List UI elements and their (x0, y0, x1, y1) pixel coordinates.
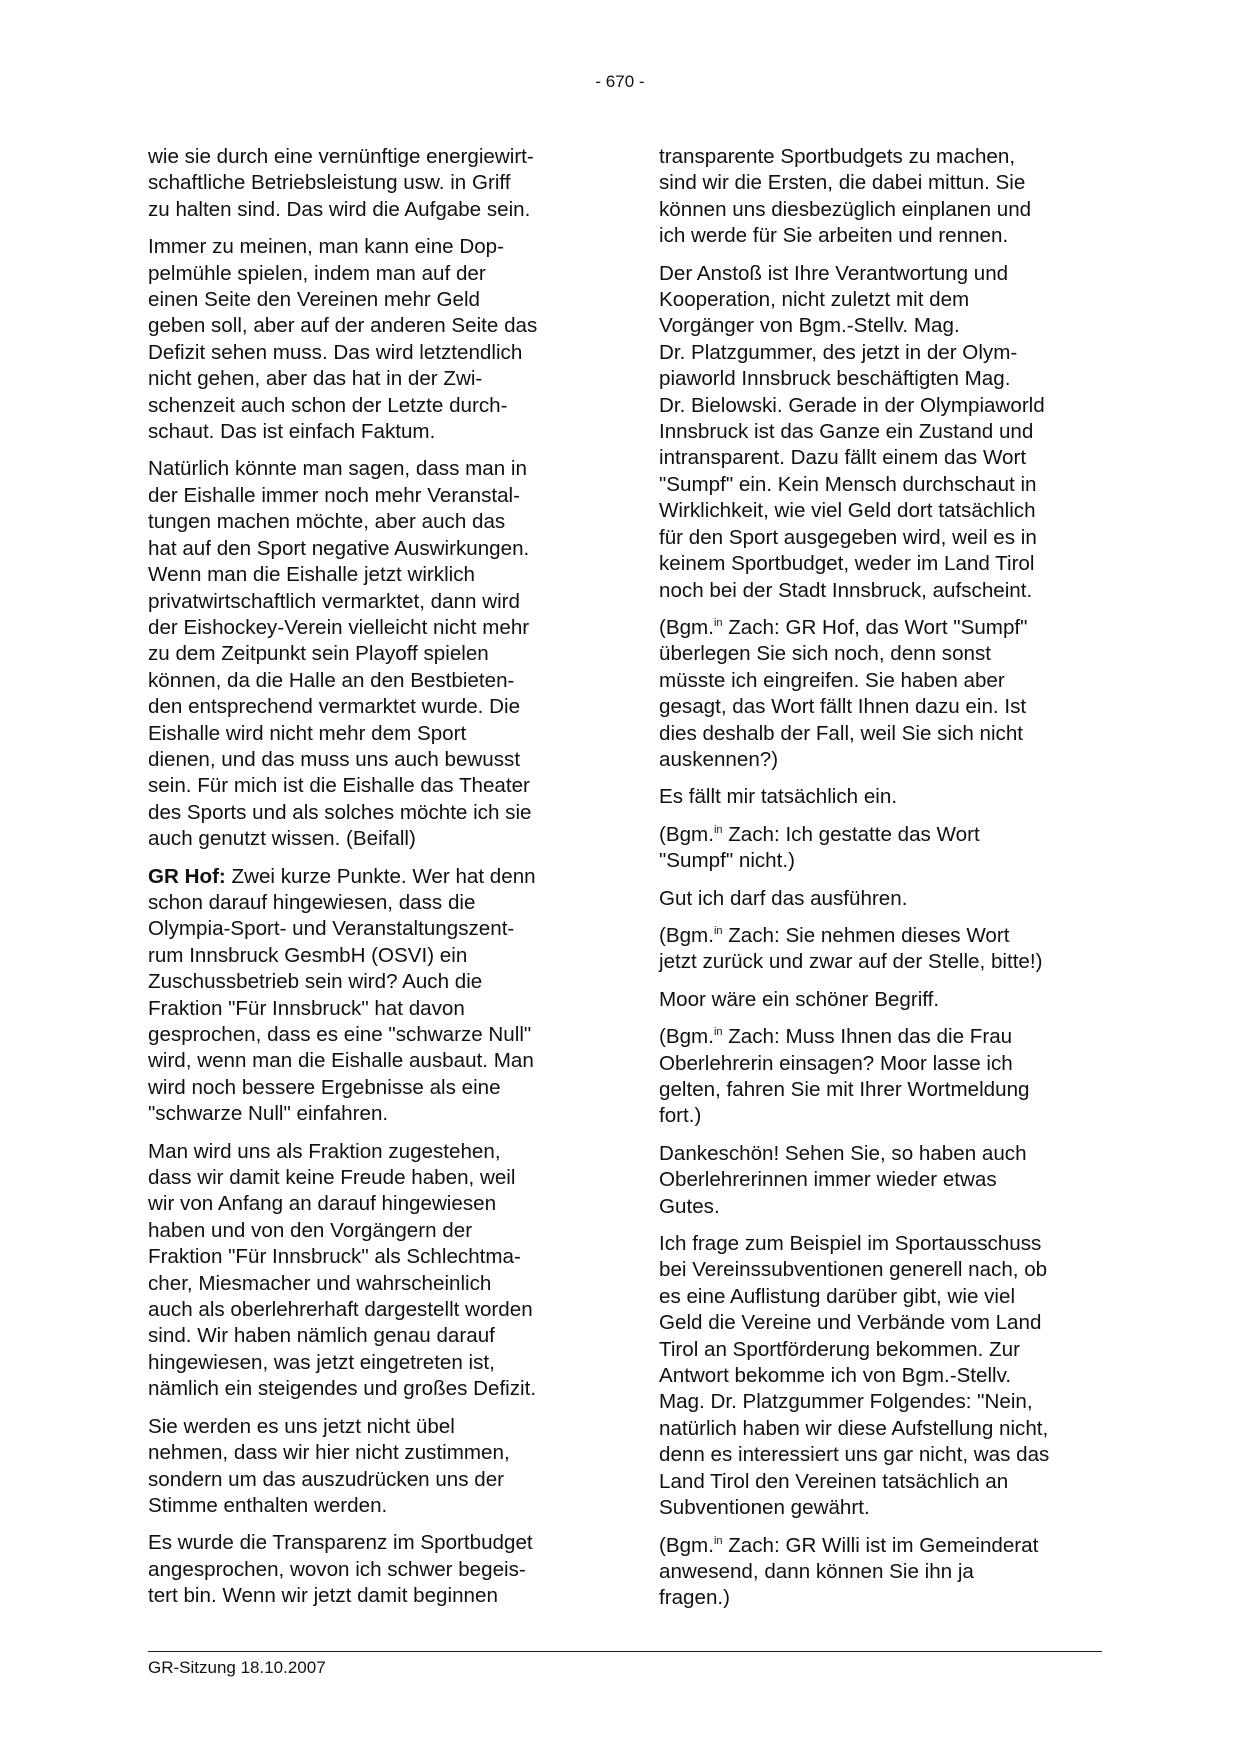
text-line: Wirklichkeit, wie viel Geld dort tatsächlich (659, 499, 1036, 523)
text-line: Natürlich könnte man sagen, dass man in (148, 457, 527, 481)
text-line: auch genutzt wissen. (Beifall) (148, 827, 416, 851)
paragraph (148, 1139, 593, 1403)
text-line: Ich frage zum Beispiel im Sportausschuss (659, 1232, 1042, 1256)
text-line: Fraktion "Für Innsbruck" als Schlechtma- (148, 1245, 521, 1269)
text-line: ich werde für Sie arbeiten und rennen. (659, 224, 1009, 248)
mayor-prefix: (Bgm. (659, 1025, 714, 1049)
text-fragment: Zach: GR Hof, das Wort "Sumpf" (722, 615, 1028, 639)
text-line: schaut. Das ist einfach Faktum. (148, 420, 436, 444)
paragraph (659, 886, 1114, 912)
text-line: keinem Sportbudget, weder im Land Tirol (659, 552, 1035, 576)
speaker-name: GR Hof: (148, 864, 226, 888)
paragraph (659, 987, 1114, 1013)
text-line: wie sie durch eine vernünftige energiewirt- (148, 145, 534, 168)
paragraph (659, 1024, 1114, 1130)
mayor-prefix: (Bgm. (659, 822, 714, 846)
paragraph (659, 1141, 1114, 1220)
text-line: Man wird uns als Fraktion zugestehen, (148, 1139, 501, 1163)
text-fragment: Zach: Ich gestatte das Wort (722, 822, 980, 846)
text-line: Es fällt mir tatsächlich ein. (659, 785, 898, 809)
text-line: können, da die Halle an den Bestbieten- (148, 668, 515, 692)
text-line: fort.) (659, 1104, 702, 1128)
mayor-prefix: (Bgm. (659, 1533, 714, 1557)
text-line: Defizit sehen muss. Das wird letztendlich (148, 340, 523, 364)
text-line: Dr. Platzgummer, des jetzt in der Olym- (659, 340, 1018, 364)
text-line: schaftliche Betriebsleistung usw. in Griff (148, 171, 511, 195)
text-line: Antwort bekomme ich von Bgm.-Stellv. (659, 1364, 1012, 1388)
text-line: für den Sport ausgegeben wird, weil es in (659, 525, 1037, 549)
text-fragment: Zach: Sie nehmen dieses Wort (722, 923, 1010, 947)
text-line: sind. Wir haben nämlich genau darauf (148, 1324, 495, 1348)
text-line: fragen.) (659, 1586, 730, 1610)
text-line: anwesend, dann können Sie ihn ja (659, 1559, 974, 1583)
text-line: angesprochen, wovon ich schwer begeis- (148, 1557, 526, 1581)
text-line (659, 923, 1114, 949)
text-line: denn es interessiert uns gar nicht, was das (659, 1443, 1050, 1467)
text-line: bei Vereinssubventionen generell nach, ob (659, 1258, 1048, 1282)
text-fragment: Zwei kurze Punkte. Wer hat denn (225, 864, 536, 888)
paragraph (659, 144, 1114, 250)
text-line: der Eishalle immer noch mehr Veranstal- (148, 483, 520, 507)
paragraph (659, 822, 1114, 875)
paragraph (659, 615, 1114, 773)
text-line: geben soll, aber auf der anderen Seite das (148, 314, 538, 338)
text-line: "Sumpf" ein. Kein Mensch durchschaut in (659, 472, 1037, 496)
text-line: Land Tirol den Vereinen tatsächlich an (659, 1469, 1009, 1493)
text-line: hat auf den Sport negative Auswirkungen. (148, 536, 530, 560)
text-line: schenzeit auch schon der Letzte durch- (148, 393, 508, 417)
text-line: privatwirtschaftlich vermarktet, dann wird (148, 589, 520, 613)
text-line (659, 1024, 1114, 1050)
text-line: gesprochen, dass es eine "schwarze Null" (148, 1023, 532, 1046)
text-line: dies deshalb der Fall, weil Sie sich nicht (659, 721, 1024, 745)
text-line (659, 1533, 1114, 1559)
text-line: nicht gehen, aber das hat in der Zwi- (148, 367, 483, 391)
text-line: Es wurde die Transparenz im Sportbudget (148, 1531, 533, 1555)
text-line: Subventionen gewährt. (659, 1496, 870, 1520)
text-fragment: Zach: GR Willi ist im Gemeinderat (722, 1533, 1039, 1557)
text-line: cher, Miesmacher und wahrscheinlich (148, 1271, 492, 1295)
paragraph (148, 456, 593, 852)
text-line: müsste ich eingreifen. Sie haben aber (659, 668, 1005, 692)
text-line: natürlich haben wir diese Aufstellung nicht, (659, 1416, 1049, 1440)
text-line: schon darauf hingewiesen, dass die (148, 890, 476, 914)
text-line: auch als oberlehrerhaft dargestellt worden (148, 1298, 533, 1322)
text-line: pelmühle spielen, indem man auf der (148, 261, 486, 285)
text-line: Dr. Bielowski. Gerade in der Olympiaworld (659, 393, 1045, 417)
text-line: transparente Sportbudgets zu machen, (659, 145, 1016, 168)
mayor-superscript: in (713, 823, 723, 836)
text-line: sein. Für mich ist die Eishalle das Theater (148, 774, 530, 798)
text-line: es eine Auflistung darüber gibt, wie viel (659, 1284, 1016, 1308)
mayor-superscript: in (713, 1026, 723, 1039)
text-line: Immer zu meinen, man kann eine Dop- (148, 235, 504, 259)
text-line: Wenn man die Eishalle jetzt wirklich (148, 563, 475, 587)
paragraph (659, 1533, 1114, 1612)
text-line: zu dem Zeitpunkt sein Playoff spielen (148, 642, 489, 666)
text-line: jetzt zurück und zwar auf der Stelle, bitte!) (659, 950, 1043, 974)
footer-session-date: GR-Sitzung 18.10.2007 (148, 1658, 326, 1677)
text-line: noch bei der Stadt Innsbruck, aufscheint. (659, 578, 1033, 602)
text-line: Oberlehrerinnen immer wieder etwas (659, 1168, 997, 1192)
text-line: Zuschussbetrieb sein wird? Auch die (148, 970, 483, 994)
text-line: der Eishockey-Verein vielleicht nicht mehr (148, 615, 530, 639)
text-line: Der Anstoß ist Ihre Verantwortung und (659, 261, 1009, 285)
paragraph (659, 261, 1114, 604)
text-line (659, 822, 1114, 848)
text-line: tungen machen möchte, aber auch das (148, 510, 506, 534)
text-line: piaworld Innsbruck beschäftigten Mag. (659, 367, 1011, 391)
text-line: Sie werden es uns jetzt nicht übel (148, 1414, 455, 1438)
paragraph (148, 864, 593, 1128)
text-line: wird noch bessere Ergebnisse als eine (148, 1075, 501, 1099)
text-line: zu halten sind. Das wird die Aufgabe sein. (148, 197, 531, 221)
text-line: überlegen Sie sich noch, denn sonst (659, 642, 992, 666)
paragraph (659, 923, 1114, 976)
mayor-superscript: in (713, 924, 723, 937)
text-line: wir von Anfang an darauf hingewiesen (148, 1192, 497, 1216)
text-line: nämlich ein steigendes und großes Defizit. (148, 1377, 537, 1401)
text-line: den entsprechend vermarktet wurde. Die (148, 695, 521, 719)
text-line: gelten, fahren Sie mit Ihrer Wortmeldung (659, 1078, 1030, 1101)
text-line: haben und von den Vorgängern der (148, 1218, 473, 1242)
text-line: "Sumpf" nicht.) (659, 849, 795, 873)
text-line: dienen, und das muss uns auch bewusst (148, 747, 521, 771)
text-line: dass wir damit keine Freude haben, weil (148, 1166, 516, 1190)
text-line: Moor wäre ein schöner Begriff. (659, 987, 940, 1011)
left-text-column (148, 144, 593, 1621)
footer-divider (148, 1651, 1102, 1652)
paragraph (148, 1530, 593, 1609)
text-line: einen Seite den Vereinen mehr Geld (148, 288, 481, 312)
text-line: intransparent. Dazu fällt einem das Wort (659, 446, 1027, 470)
paragraph (148, 144, 593, 223)
text-line: Eishalle wird nicht mehr dem Sport (148, 721, 467, 745)
mayor-superscript: in (713, 1534, 723, 1547)
text-line: Stimme enthalten werden. (148, 1493, 388, 1517)
mayor-prefix: (Bgm. (659, 615, 714, 639)
text-line: "schwarze Null" einfahren. (148, 1102, 389, 1126)
text-line (659, 615, 1114, 641)
text-line: Gut ich darf das ausführen. (659, 886, 908, 910)
mayor-superscript: in (713, 616, 723, 629)
text-line: Olympia-Sport- und Veranstaltungszent- (148, 917, 515, 941)
text-line: Vorgänger von Bgm.-Stellv. Mag. (659, 314, 960, 338)
paragraph (148, 1414, 593, 1520)
text-line (148, 864, 593, 890)
paragraph (659, 784, 1114, 810)
text-line: des Sports und als solches möchte ich sie (148, 800, 532, 824)
text-line: Geld die Vereine und Verbände vom Land (659, 1311, 1042, 1335)
text-line: können uns diesbezüglich einplanen und (659, 197, 1032, 221)
text-line: Mag. Dr. Platzgummer Folgendes: "Nein, (659, 1390, 1033, 1414)
text-line: hingewiesen, was jetzt eingetreten ist, (148, 1350, 495, 1374)
text-line: gesagt, das Wort fällt Ihnen dazu ein. Ist (659, 695, 1027, 719)
text-line: rum Innsbruck GesmbH (OSVI) ein (148, 943, 468, 967)
text-line: wird, wenn man die Eishalle ausbaut. Man (148, 1049, 534, 1073)
text-line: Dankeschön! Sehen Sie, so haben auch (659, 1141, 1027, 1165)
text-line: sondern um das auszudrücken uns der (148, 1467, 505, 1491)
paragraph (659, 1231, 1114, 1521)
text-line: Kooperation, nicht zuletzt mit dem (659, 288, 970, 312)
text-line: tert bin. Wenn wir jetzt damit beginnen (148, 1584, 498, 1608)
text-line: Gutes. (659, 1194, 720, 1218)
text-line: nehmen, dass wir hier nicht zustimmen, (148, 1441, 510, 1465)
text-line: Oberlehrerin einsagen? Moor lasse ich (659, 1051, 1013, 1075)
text-line: Tirol an Sportförderung bekommen. Zur (659, 1337, 1020, 1361)
paragraph (148, 234, 593, 445)
page-number: - 670 - (595, 72, 645, 91)
text-fragment: Zach: Muss Ihnen das die Frau (722, 1025, 1013, 1049)
mayor-prefix: (Bgm. (659, 923, 714, 947)
right-text-column (659, 144, 1114, 1623)
text-line: Innsbruck ist das Ganze ein Zustand und (659, 420, 1034, 444)
text-line: auskennen?) (659, 747, 779, 771)
text-line: Fraktion "Für Innsbruck" hat davon (148, 996, 465, 1020)
text-line: sind wir die Ersten, die dabei mittun. Sie (659, 171, 1026, 195)
